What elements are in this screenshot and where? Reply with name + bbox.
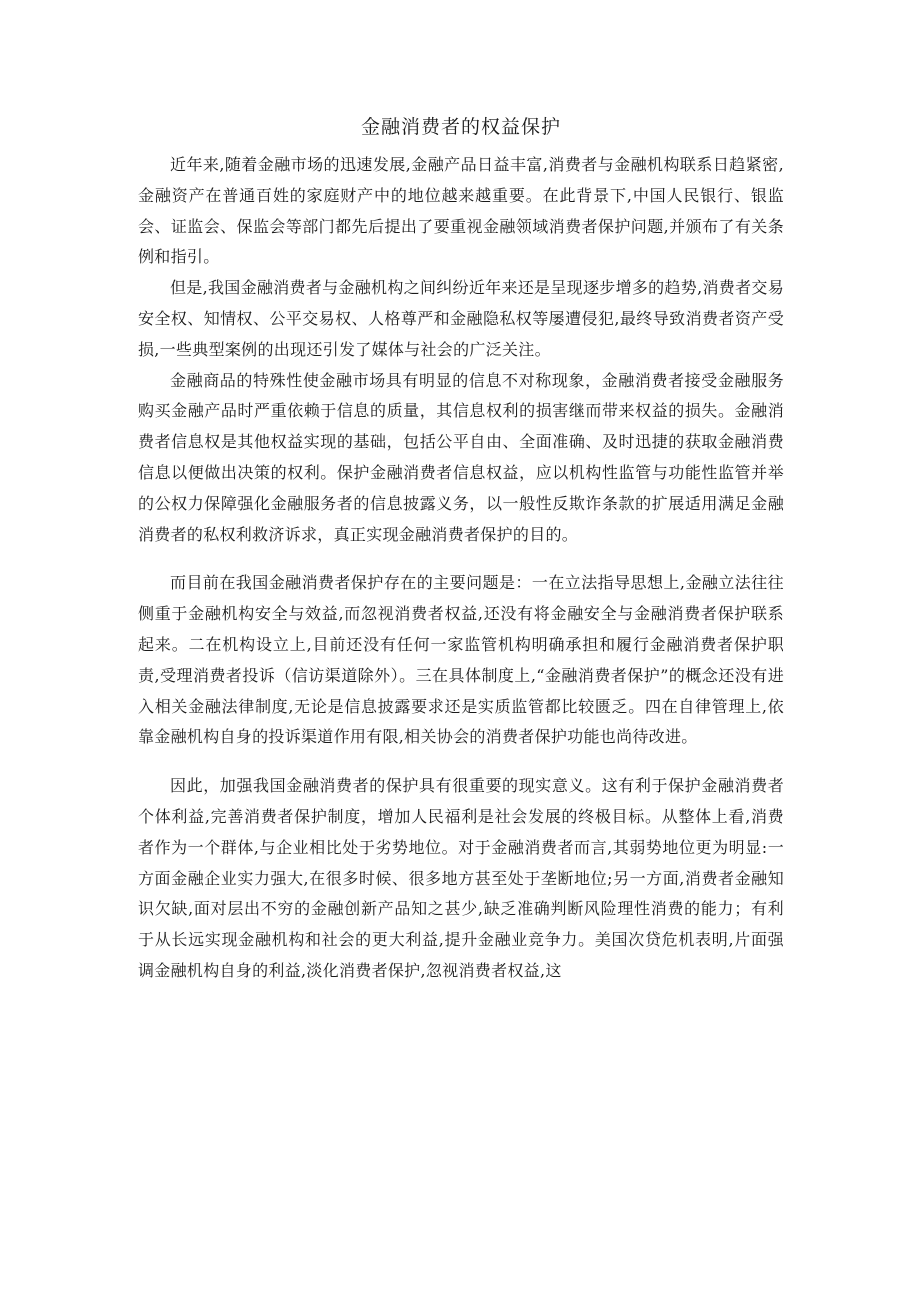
paragraph-main-problems: 而目前在我国金融消费者保护存在的主要问题是：一在立法指导思想上,金融立法往往侧重于金融机构安全与效益,而忽视消费者权益,还没有将金融安全与金融消费者保护联系起来。二在机构设立上,目前还没有任何一家监管机构明确承担和履行金融消费者保护职责,受理消费者投诉（信访渠道除外）。三在具体制度上,“金融消费者保护”的概念还没有进入相关金融法律制度,无论是信息披露要求还是实质监管都比较匮乏。四在自律管理上,依靠金融机构自身的投诉渠道作用有限,相关协会的消费者保护功能也尚待改进。 (138, 573, 784, 747)
paragraph-intro: 近年来,随着金融市场的迅速发展,金融产品日益丰富,消费者与金融机构联系日趋紧密,金融资产在普通百姓的家庭财产中的地位越来越重要。在此背景下,中国人民银行、银监会、证监会、保监会等部门都先后提出了要重视金融领域消费者保护问题,并颁布了有关条例和指引。 (138, 155, 784, 267)
paragraph-significance: 因此，加强我国金融消费者的保护具有很重要的现实意义。这有利于保护金融消费者个体利益,完善消费者保护制度，增加人民福利是社会发展的终极目标。从整体上看,消费者作为一个群体,与企业相比处于劣势地位。对于金融消费者而言,其弱势地位更为明显:一方面金融企业实力强大,在很多时候、很多地方甚至处于垄断地位;另一方面,消费者金融知识欠缺,面对层出不穷的金融创新产品知之甚少,缺乏准确判断风险理性消费的能力；有利于从长远实现金融机构和社会的更大利益,提升金融业竞争力。美国次贷危机表明,片面强调金融机构自身的利益,淡化消费者保护,忽视消费者权益,这 (138, 776, 784, 980)
document-title: 金融消费者的权益保护 (360, 116, 561, 138)
paragraph-disputes: 但是,我国金融消费者与金融机构之间纠纷近年来还是呈现逐步增多的趋势,消费者交易安全权、知情权、公平交易权、人格尊严和金融隐私权等屡遭侵犯,最终导致消费者资产受损,一些典型案例的出现还引发了媒体与社会的广泛关注。 (138, 278, 784, 359)
paragraph-information-rights: 金融商品的特殊性使金融市场具有明显的信息不对称现象，金融消费者接受金融服务购买金融产品时严重依赖于信息的质量，其信息权利的损害继而带来权益的损失。金融消费者信息权是其他权益实现的基础，包括公平自由、全面准确、及时迅捷的获取金融消费信息以便做出决策的权利。保护金融消费者信息权益，应以机构性监管与功能性监管并举的公权力保障强化金融服务者的信息披露义务，以一般性反欺诈条款的扩展适用满足金融消费者的私权利救济诉求，真正实现金融消费者保护的目的。 (138, 370, 784, 544)
